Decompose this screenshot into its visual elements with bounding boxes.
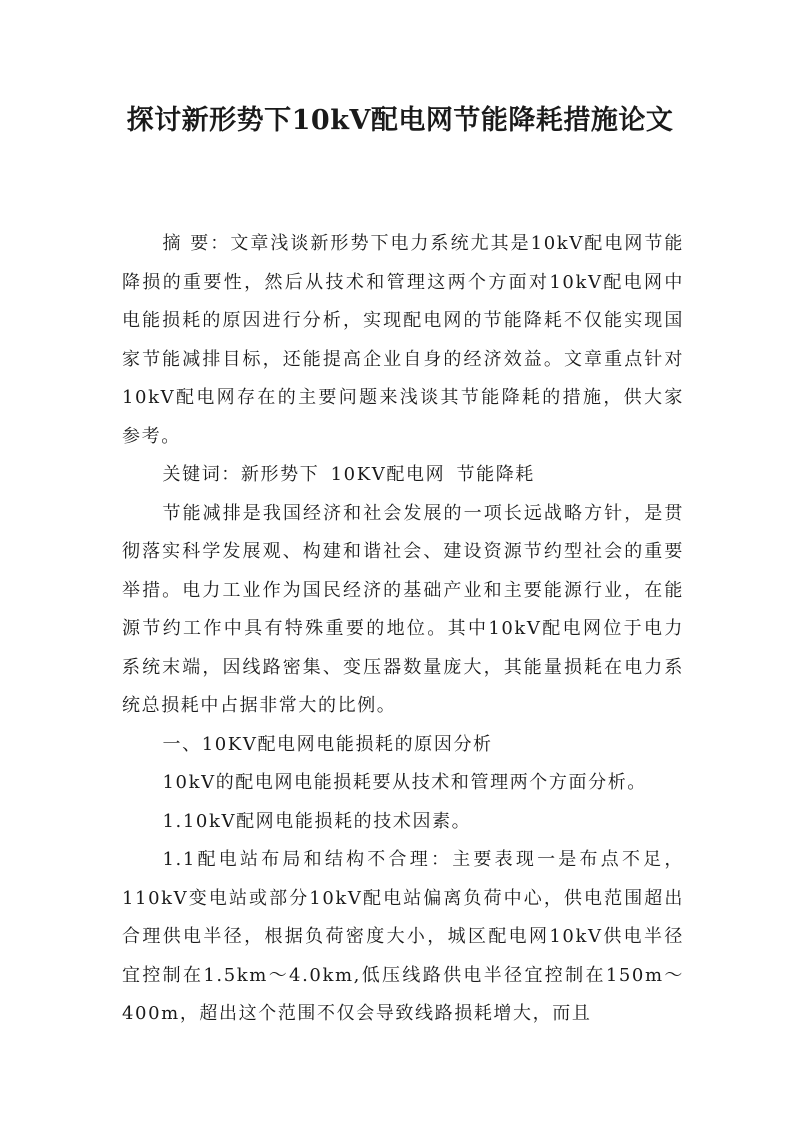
subsection-heading: 1.10kV配网电能损耗的技术因素。 <box>162 810 472 832</box>
keywords-paragraph: 关键词：新形势下 10KV配电网 节能降耗 <box>162 464 535 485</box>
document-title: 探讨新形势下10kV配电网节能降耗措施论文 <box>126 105 674 136</box>
abstract-paragraph: 摘 要：文章浅谈新形势下电力系统尤其是10kV配电网节能降损的重要性，然后从技术和管理这两个方面对10kV配电网中电能损耗的原因进行分析，实现配电网的节能降耗不仅能实现国家节能减排目标，还能提高企业自身的经济效益。文章重点针对10kV配电网存在的主要问题来浅谈其节能降耗的措施，供大家参考。 <box>122 233 684 447</box>
intro-paragraph: 节能减排是我国经济和社会发展的一项长远战略方针，是贯彻落实科学发展观、构建和谐社会、建设资源节约型社会的重要举措。电力工业作为国民经济的基础产业和主要能源行业，在能源节约工作中具有特殊重要的地位。其中10kV配电网位于电力系统末端，因线路密集、变压器数量庞大，其能量损耗在电力系统总损耗中占据非常大的比例。 <box>122 502 684 716</box>
section-heading: 一、10KV配电网电能损耗的原因分析 <box>162 733 493 755</box>
subsection-paragraph: 1.1配电站布局和结构不合理：主要表现一是布点不足，110kV变电站或部分10kV配电站偏离负荷中心，供电范围超出合理供电半径，根据负荷密度大小，城区配电网10kV供电半径宜控制在1.5km～4.0km,低压线路供电半径宜控制在150m～400m，超出这个范围不仅会导致线路损耗增大，而且 <box>122 849 684 1024</box>
document-body <box>122 225 684 1034</box>
section-intro-paragraph: 10kV的配电网电能损耗要从技术和管理两个方面分析。 <box>162 772 647 793</box>
